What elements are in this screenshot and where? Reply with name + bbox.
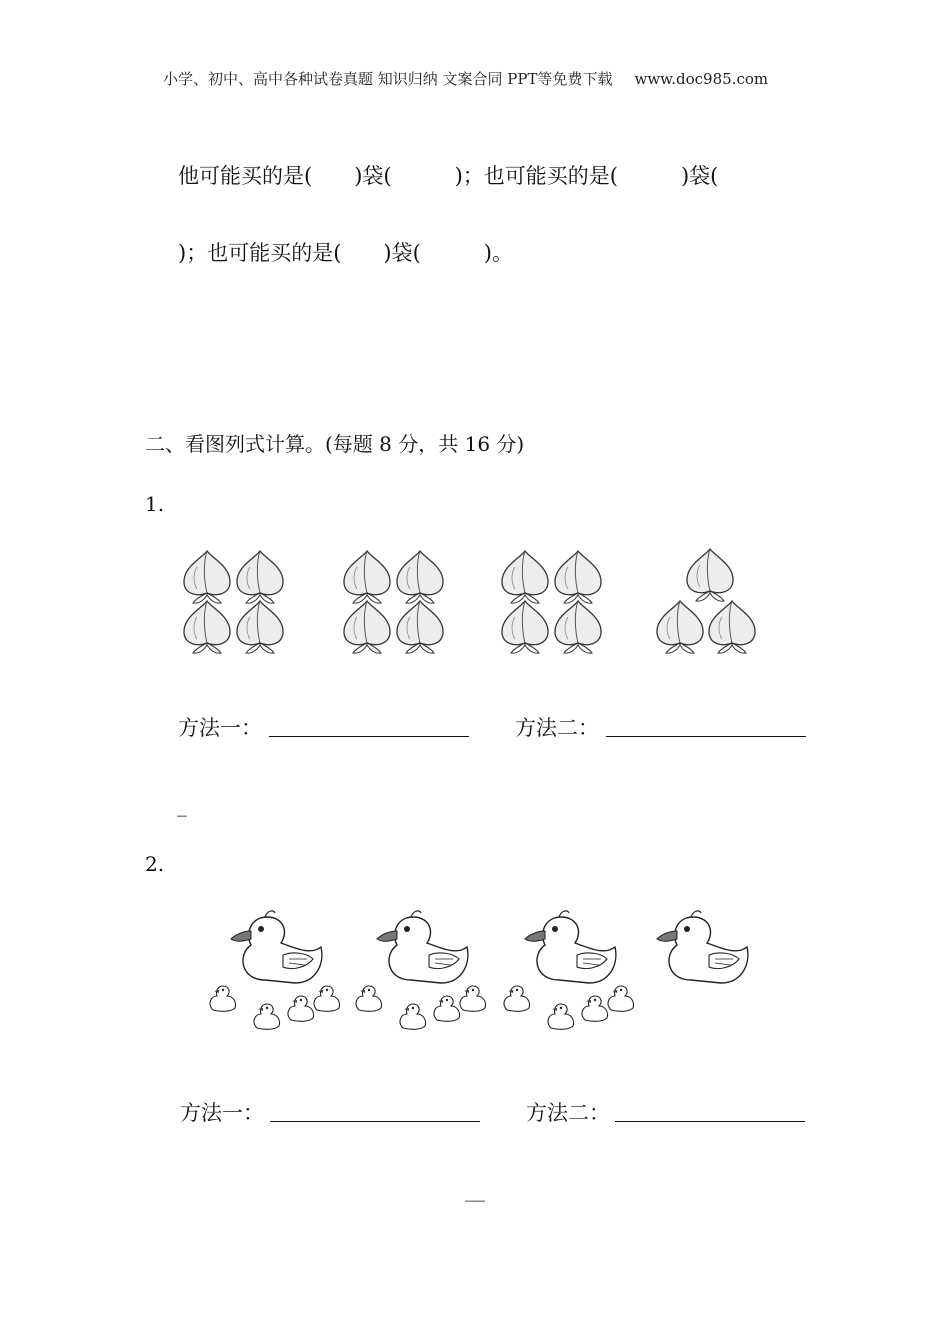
q2-method2-label: 方法二： [526,1101,610,1125]
q2-method1-label: 方法一： [180,1101,264,1125]
question-number-2: 2. [145,852,165,876]
q2-overflow-mark: __ [465,1178,485,1202]
section-title: 二、看图列式计算。(每题 8 分，共 16 分) [145,432,525,456]
fill-line-1: 他可能买的是( )袋( )；也可能买的是( )袋( [178,164,719,188]
ducks-icon [205,900,745,1035]
question-number-1: 1. [145,492,165,516]
q1-method2-blank[interactable] [606,736,806,737]
q1-overflow-mark: _ [177,793,187,817]
q1-method1-blank[interactable] [269,736,469,737]
q2-method2-blank[interactable] [615,1121,805,1122]
q1-method1-label: 方法一： [178,716,262,740]
q2-method1-blank[interactable] [270,1121,480,1122]
q1-method2-label: 方法二： [515,716,599,740]
fill-line-2: )；也可能买的是( )袋( )。 [178,241,513,265]
header-url: www.doc985.com [634,70,769,88]
page-header [163,68,768,89]
header-text: 小学、初中、高中各种试卷真题 知识归纳 文案合同 PPT等免费下载 [163,70,613,88]
peaches-icon [180,543,760,658]
